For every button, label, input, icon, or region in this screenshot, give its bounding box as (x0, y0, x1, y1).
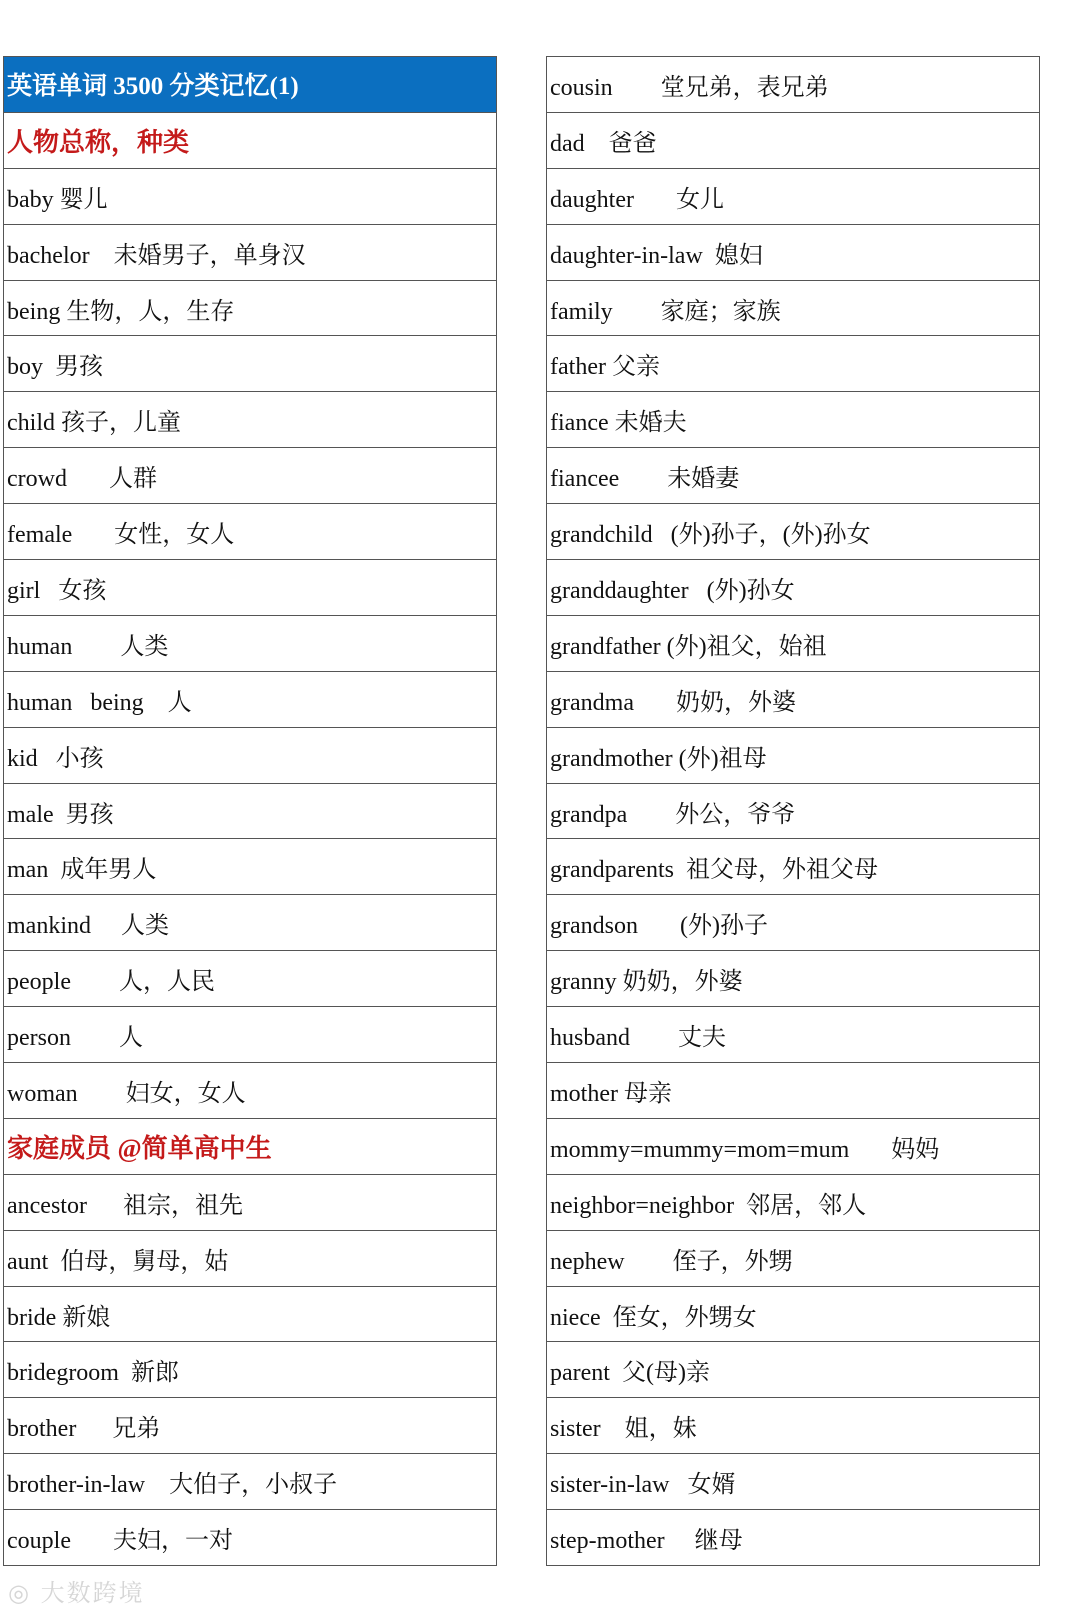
vocab-row: step-mother 继母 (547, 1510, 1039, 1566)
vocab-row: kid 小孩 (4, 728, 496, 784)
vocab-row: father 父亲 (547, 336, 1039, 392)
vocab-row: grandparents 祖父母，外祖父母 (547, 839, 1039, 895)
vocab-row: crowd 人群 (4, 448, 496, 504)
vocab-row: mother 母亲 (547, 1063, 1039, 1119)
vocab-row: granddaughter (外)孙女 (547, 560, 1039, 616)
vocab-row: female 女性，女人 (4, 504, 496, 560)
vocab-row: woman 妇女，女人 (4, 1063, 496, 1119)
watermark-icon: ◎ (8, 1579, 41, 1607)
watermark-text: 大数跨境 (40, 1579, 145, 1607)
vocab-row: man 成年男人 (4, 839, 496, 895)
section-heading: 人物总称，种类 (4, 113, 496, 169)
vocab-row: sister 姐，妹 (547, 1398, 1039, 1454)
vocab-row: granny 奶奶，外婆 (547, 951, 1039, 1007)
vocab-row: male 男孩 (4, 784, 496, 840)
vocab-row: daughter 女儿 (547, 169, 1039, 225)
vocab-row: human being 人 (4, 672, 496, 728)
vocab-row: person 人 (4, 1007, 496, 1063)
vocab-row: baby 婴儿 (4, 169, 496, 225)
vocab-row: sister-in-law 女婿 (547, 1454, 1039, 1510)
vocab-row: bachelor 未婚男子，单身汉 (4, 225, 496, 281)
vocab-row: grandchild (外)孙子，(外)孙女 (547, 504, 1039, 560)
vocab-row: couple 夫妇，一对 (4, 1510, 496, 1566)
vocab-row: people 人，人民 (4, 951, 496, 1007)
vocab-row: brother-in-law 大伯子，小叔子 (4, 1454, 496, 1510)
vocab-row: niece 侄女，外甥女 (547, 1287, 1039, 1343)
vocab-row: family 家庭；家族 (547, 281, 1039, 337)
watermark-logo (8, 1578, 145, 1608)
vocab-row: grandpa 外公，爷爷 (547, 784, 1039, 840)
vocab-row: neighbor=neighbor 邻居，邻人 (547, 1175, 1039, 1231)
vocab-row: bridegroom 新郎 (4, 1342, 496, 1398)
vocab-row: fiancee 未婚妻 (547, 448, 1039, 504)
vocab-row: mommy=mummy=mom=mum 妈妈 (547, 1119, 1039, 1175)
vocab-row: girl 女孩 (4, 560, 496, 616)
vocab-row: cousin 堂兄弟，表兄弟 (547, 57, 1039, 113)
vocab-row: grandson (外)孙子 (547, 895, 1039, 951)
vocab-row: brother 兄弟 (4, 1398, 496, 1454)
vocab-row: grandmother (外)祖母 (547, 728, 1039, 784)
vocab-row: daughter-in-law 媳妇 (547, 225, 1039, 281)
vocab-row: human 人类 (4, 616, 496, 672)
vocab-row: parent 父(母)亲 (547, 1342, 1039, 1398)
vocab-row: bride 新娘 (4, 1287, 496, 1343)
vocab-row: boy 男孩 (4, 336, 496, 392)
section-heading: 家庭成员 @简单高中生 (4, 1119, 496, 1175)
vocab-row: grandma 奶奶，外婆 (547, 672, 1039, 728)
vocab-row: child 孩子，儿童 (4, 392, 496, 448)
vocab-row: husband 丈夫 (547, 1007, 1039, 1063)
vocab-row: grandfather (外)祖父，始祖 (547, 616, 1039, 672)
vocab-row: mankind 人类 (4, 895, 496, 951)
left-vocabulary-table (3, 56, 497, 1566)
vocab-row: dad 爸爸 (547, 113, 1039, 169)
table-title: 英语单词 3500 分类记忆(1) (4, 57, 496, 113)
vocab-row: aunt 伯母，舅母，姑 (4, 1231, 496, 1287)
vocab-row: fiance 未婚夫 (547, 392, 1039, 448)
vocab-row: ancestor 祖宗，祖先 (4, 1175, 496, 1231)
vocab-row: being 生物，人，生存 (4, 281, 496, 337)
vocab-row: nephew 侄子，外甥 (547, 1231, 1039, 1287)
right-vocabulary-table (546, 56, 1040, 1566)
